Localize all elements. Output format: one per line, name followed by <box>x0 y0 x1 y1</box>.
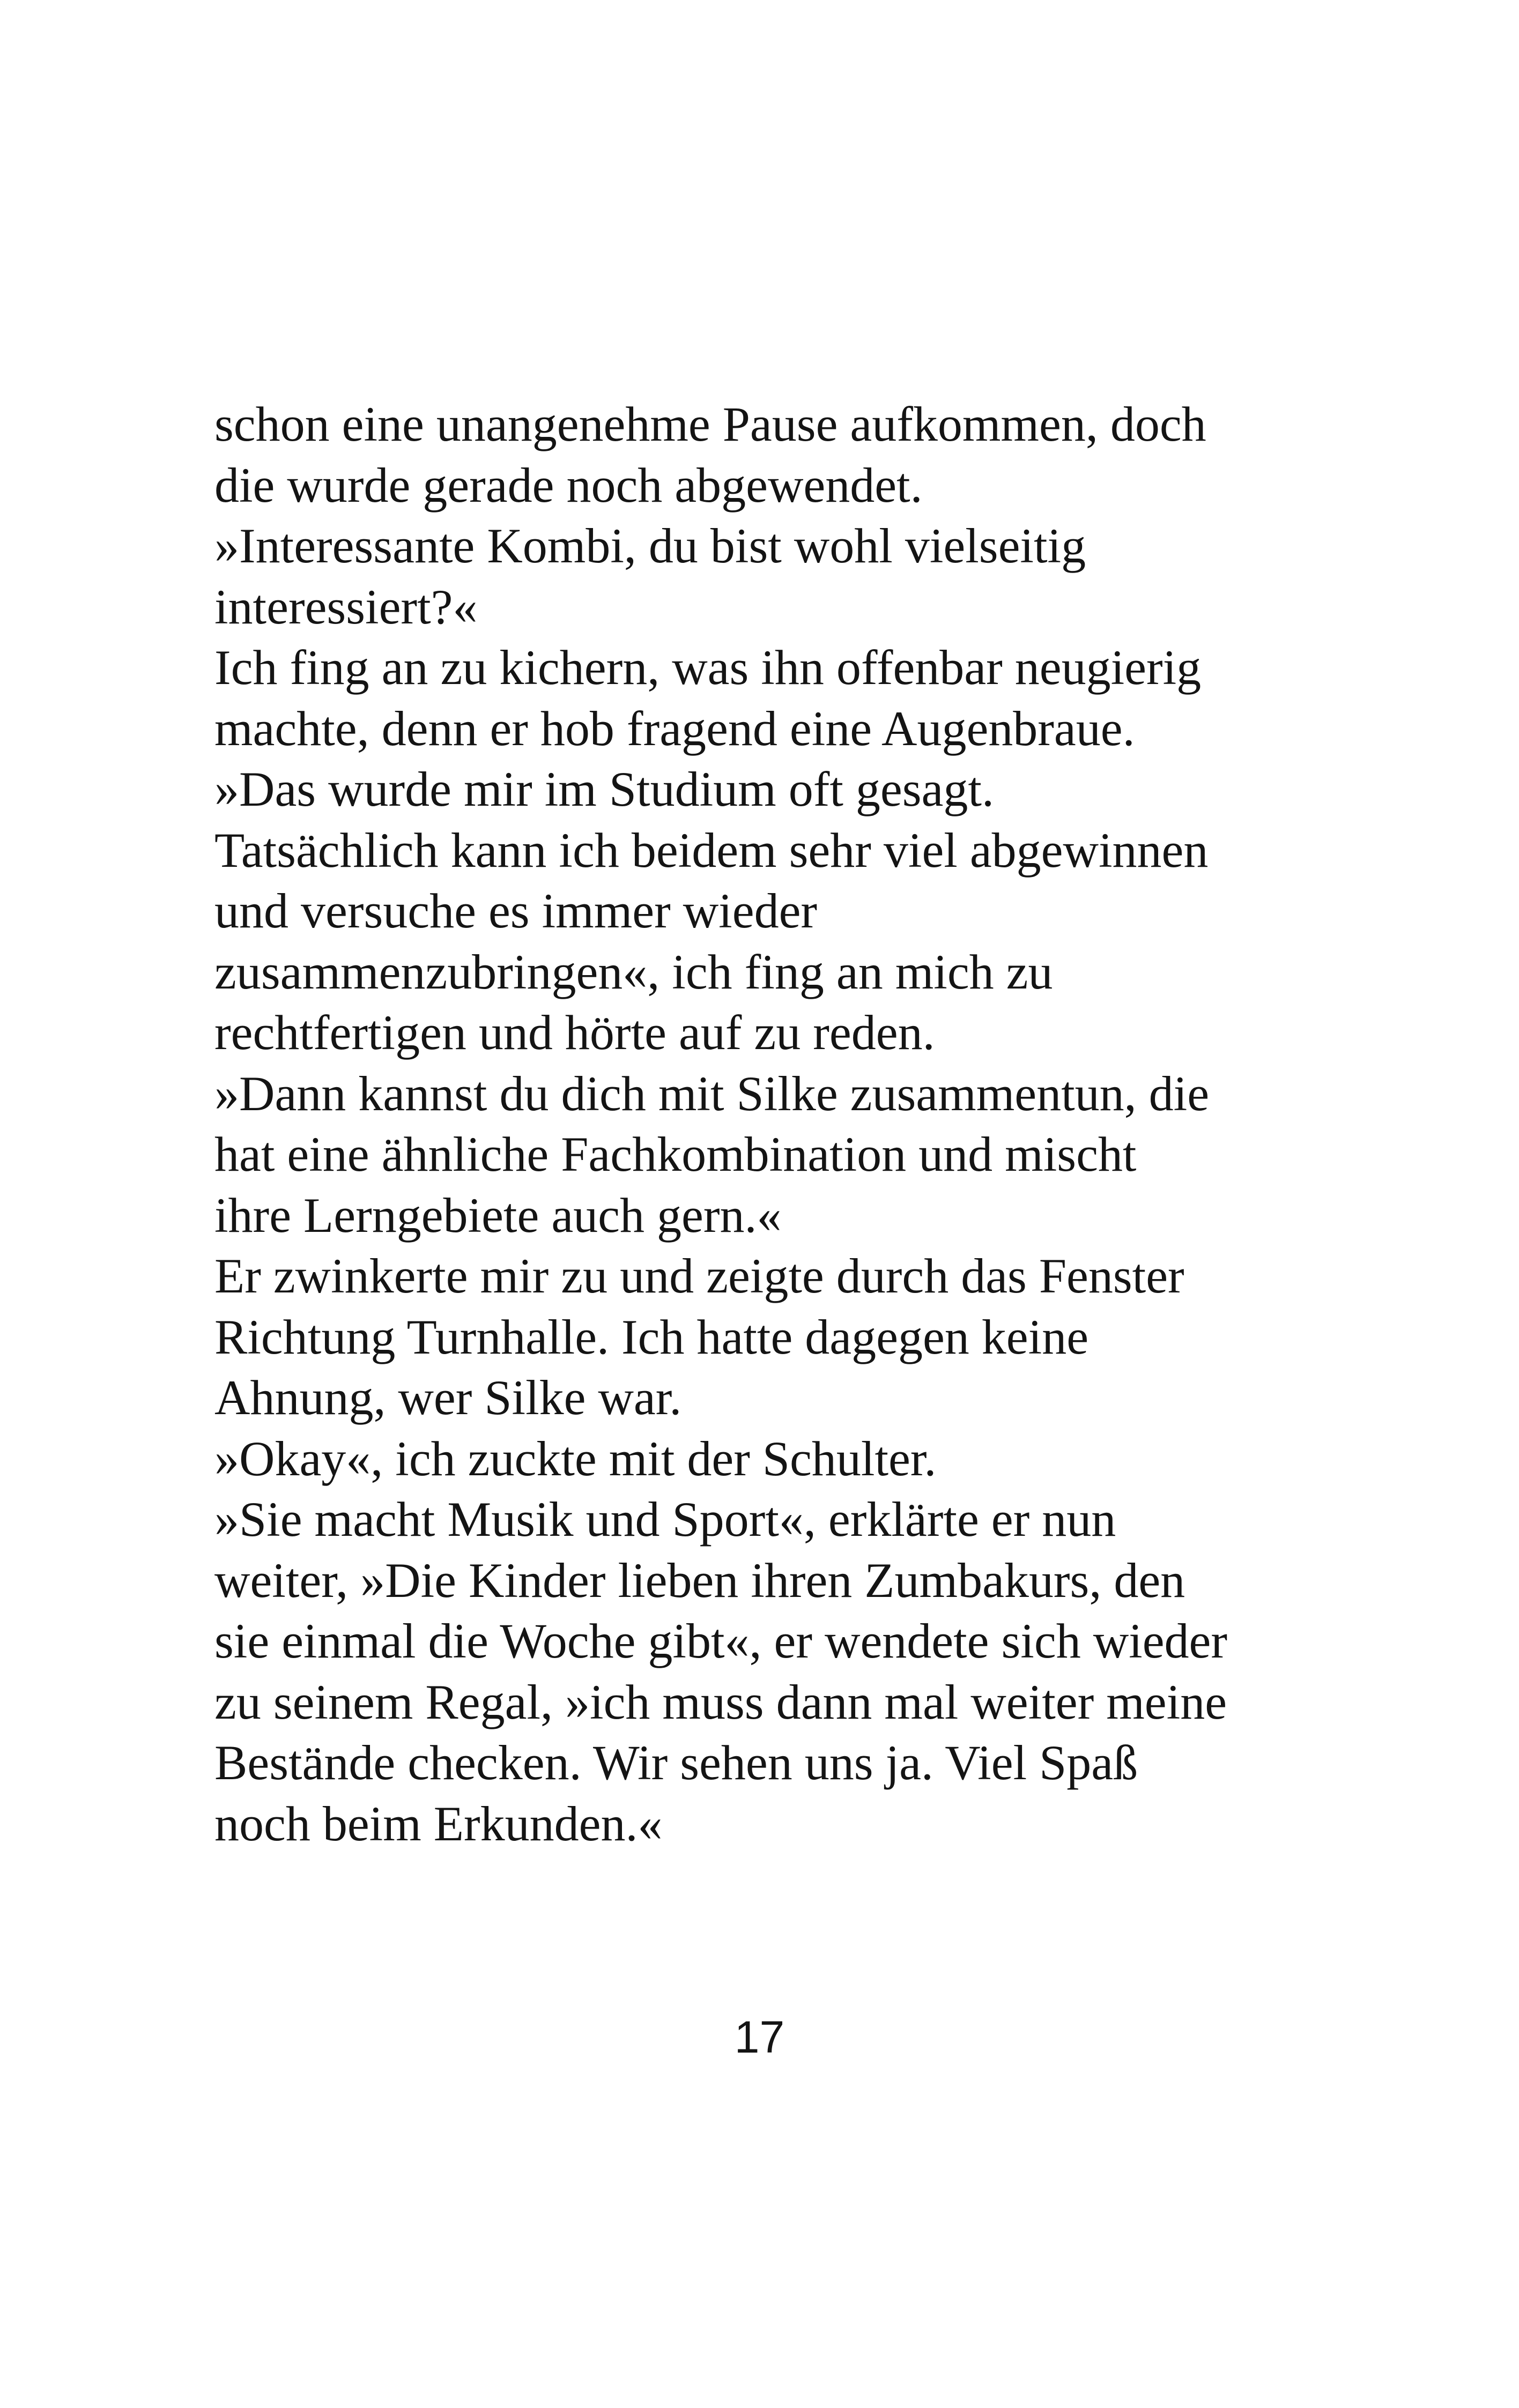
body-text <box>214 394 1340 1854</box>
text-line: »Das wurde mir im Studium oft gesagt. <box>214 762 994 816</box>
text-line: und versuche es immer wieder <box>214 883 818 938</box>
text-line: »Okay«, ich zuckte mit der Schulter. <box>214 1431 937 1486</box>
text-line: sie einmal die Woche gibt«, er wendete sich wieder <box>214 1614 1228 1668</box>
page-number: 17 <box>734 2012 785 2062</box>
text-line: »Dann kannst du dich mit Silke zusammentun, die <box>214 1066 1210 1121</box>
text-line: Bestände checken. Wir sehen uns ja. Viel Spaß <box>214 1735 1138 1790</box>
text-line: rechtfertigen und hörte auf zu reden. <box>214 1005 935 1060</box>
text-line: noch beim Erkunden.« <box>214 1796 663 1851</box>
text-line: schon eine unangenehme Pause aufkommen, doch <box>214 397 1206 451</box>
text-line: die wurde gerade noch abgewendet. <box>214 457 923 512</box>
text-line: Ich fing an zu kichern, was ihn offenbar neugierig <box>214 640 1202 695</box>
text-line: machte, denn er hob fragend eine Augenbraue. <box>214 701 1135 756</box>
text-line: interessiert?« <box>214 579 478 634</box>
text-line: hat eine ähnliche Fachkombination und mischt <box>214 1127 1137 1181</box>
text-line: zusammenzubringen«, ich fing an mich zu <box>214 944 1053 999</box>
text-line: »Interessante Kombi, du bist wohl vielseitig <box>214 518 1086 573</box>
text-line: weiter, »Die Kinder lieben ihren Zumbakurs, den <box>214 1552 1185 1608</box>
text-line: ihre Lerngebiete auch gern.« <box>214 1187 782 1243</box>
text-line: Richtung Turnhalle. Ich hatte dagegen keine <box>214 1309 1089 1364</box>
text-line: Tatsächlich kann ich beidem sehr viel abgewinnen <box>214 822 1209 878</box>
text-line: zu seinem Regal, »ich muss dann mal weiter meine <box>214 1674 1227 1729</box>
text-line: »Sie macht Musik und Sport«, erklärte er nun <box>214 1492 1116 1547</box>
text-line: Er zwinkerte mir zu und zeigte durch das Fenster <box>214 1248 1184 1303</box>
text-line: Ahnung, wer Silke war. <box>214 1370 682 1425</box>
